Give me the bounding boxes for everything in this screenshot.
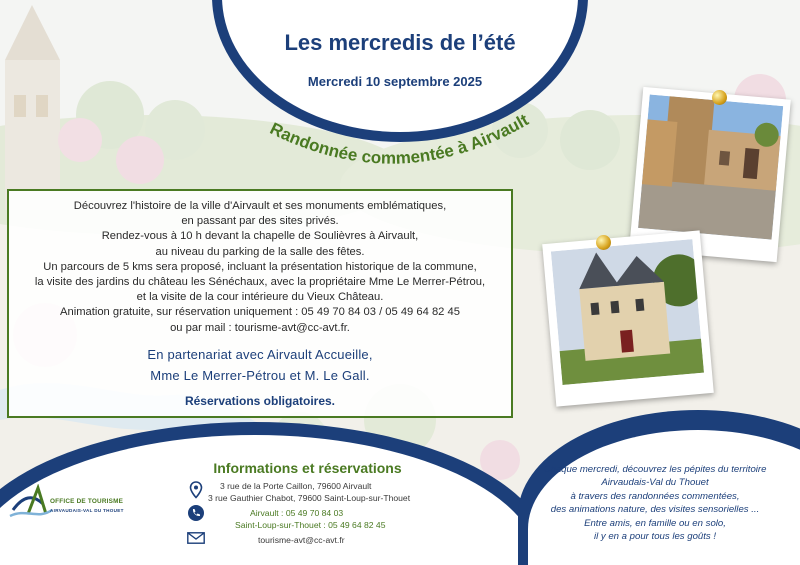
info-title: Informations et réservations <box>213 460 402 476</box>
promo-line: des animations nature, des visites sensorielles ... <box>550 504 760 516</box>
email-link[interactable]: tourisme-avt@cc-avt.fr <box>258 535 345 545</box>
partner-line: En partenariat avec Airvault Accueille, <box>147 346 373 362</box>
description-line: au niveau du parking de la salle des fêtes. <box>155 245 365 258</box>
description-line: Rendez-vous à 10 h devant la chapelle de Soulièvres à Airvault, <box>101 230 419 243</box>
pushpin-icon <box>712 90 727 105</box>
logo-subtext: AIRVAUDAIS-VAL DU THOUET <box>50 508 124 513</box>
envelope-icon <box>187 532 205 544</box>
pushpin-icon <box>596 235 611 250</box>
village-square-image <box>638 94 783 239</box>
description-line: Découvrez l'histoire de la ville d'Airvault et ses monuments emblématiques, <box>73 200 447 212</box>
promo-line: Chaque mercredi, découvrez les pépites du territoire <box>543 464 767 475</box>
description-line: et la visite de la cour intérieure du Vieux Château. <box>136 291 384 304</box>
address-line: 3 rue de la Porte Caillon, 79600 Airvault <box>220 481 372 491</box>
event-date: Mercredi 10 septembre 2025 <box>307 74 483 89</box>
page-title: Les mercredis de l’été <box>284 30 516 55</box>
description-line: Un parcours de 5 kms sera proposé, incluant la présentation historique de la commune, <box>43 260 477 273</box>
promo-text <box>520 463 790 543</box>
promo-line: à travers des randonnées commentées, <box>570 490 740 502</box>
partner-line: Mme Le Merrer-Pétrou et M. Le Gall. <box>150 367 370 383</box>
address-line: 3 rue Gauthier Chabot, 79600 Saint-Loup-sur-Thouet <box>208 493 411 503</box>
reservations-notice: Réservations obligatoires. <box>184 393 336 408</box>
promo-line: Entre amis, en famille ou en solo, <box>584 517 726 529</box>
photo-chateau <box>542 230 714 406</box>
promo-line: Airvaudais-Val du Thouet <box>601 477 709 489</box>
phone-icon <box>188 505 204 521</box>
event-title-text: Randonnée commentée à Airvault <box>267 110 532 168</box>
description-line: en passant par des sites privés. <box>181 215 339 228</box>
logo-text: OFFICE DE TOURISME <box>50 498 124 505</box>
phone-saint-loup[interactable]: Saint-Loup-sur-Thouet : 05 49 64 82 45 <box>235 520 386 530</box>
event-title <box>240 100 560 190</box>
location-pin-icon <box>189 481 203 499</box>
phone-airvault[interactable]: Airvault : 05 49 70 84 03 <box>250 508 344 518</box>
description-line: la visite des jardins du château les Sénéchaux, avec la propriétaire Mme Le Merrer-Pétrou, <box>34 276 486 289</box>
description-box <box>7 189 513 418</box>
promo-line: il y en a pour tous les goûts ! <box>593 531 717 543</box>
chateau-image <box>551 239 704 385</box>
description-line: Animation gratuite, sur réservation uniquement : 05 49 70 84 03 / 05 49 64 82 45 <box>60 306 460 319</box>
description-line: ou par mail : tourisme-avt@cc-avt.fr. <box>170 321 350 334</box>
